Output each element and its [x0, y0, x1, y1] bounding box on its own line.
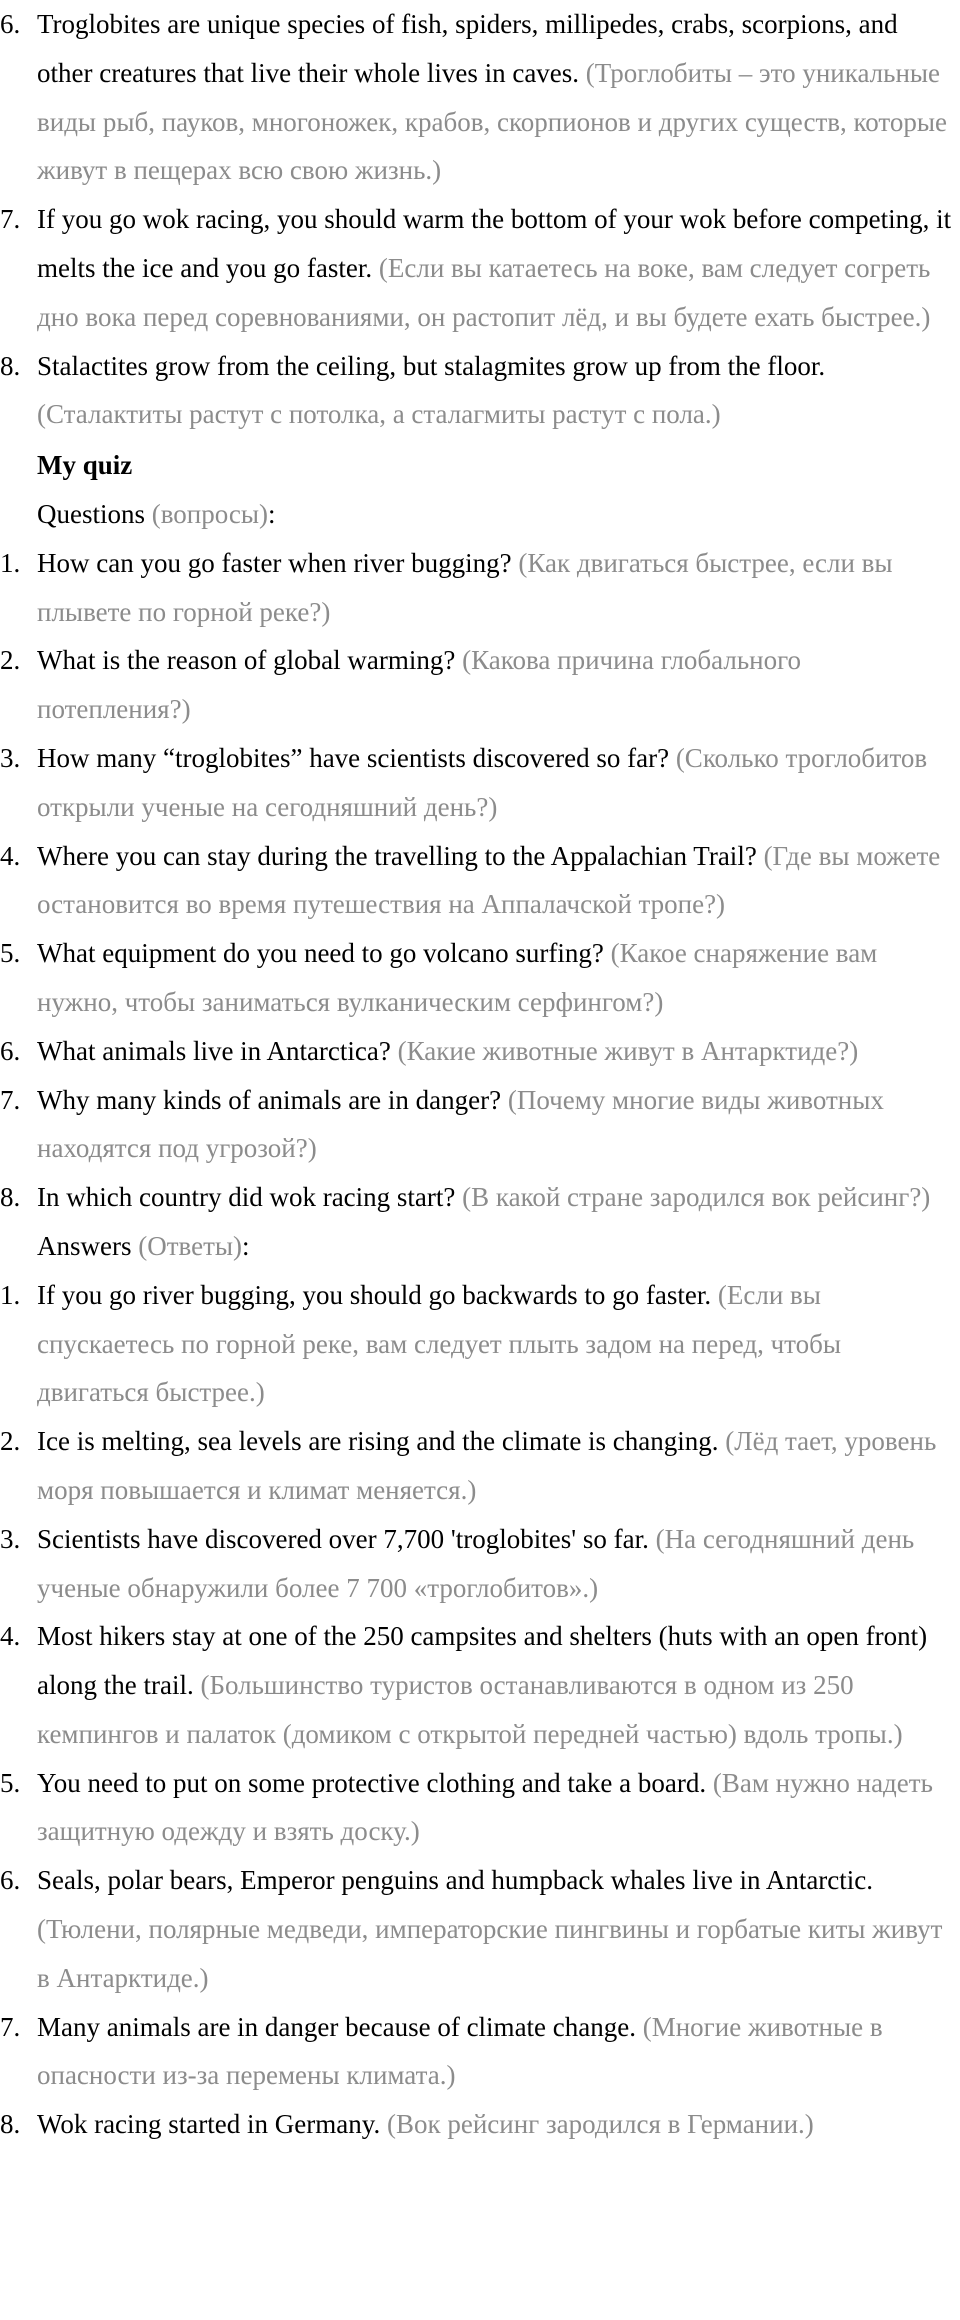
item-number: 7. [0, 1084, 21, 1115]
questions-label-en: Questions [37, 498, 145, 529]
item-number: 2. [0, 1426, 21, 1457]
answer-text-en: Scientists have discovered over 7,700 'troglobites' so far. [37, 1523, 649, 1554]
question-text-ru: (Почему многие виды животных находятся под угрозой?) [37, 1084, 884, 1164]
question-text-en: How can you go faster when river bugging? [37, 547, 512, 578]
answer-item [0, 1515, 952, 1613]
quiz-heading: My quiz [37, 450, 133, 481]
answer-text-ru: (Большинство туристов останавливаются в одном из 250 кемпингов и палаток (домиком с открытой передней частью) вдоль тропы.) [37, 1670, 903, 1749]
item-number: 6. [0, 1035, 21, 1066]
answer-item [0, 1612, 952, 1758]
answer-text-ru: (Вок рейсинг зародился в Германии.) [386, 2109, 814, 2140]
facts-list [0, 0, 952, 439]
answer-text-en: Most hikers stay at one of the 250 campsites and shelters (huts with an open front) along the trail. [37, 1621, 928, 1701]
answer-text-en: You need to put on some protective clothing and take a board. [37, 1767, 707, 1798]
question-text-en: How many “troglobites” have scientists discovered so far? [37, 742, 670, 773]
answer-item [0, 2100, 952, 2149]
answer-text-ru: (Тюлени, полярные медведи, императорские пингвины и горбатые киты живут в Антарктиде.) [37, 1914, 943, 1993]
item-number: 7. [0, 204, 21, 235]
answer-item [0, 2003, 952, 2101]
fact-text-en: Troglobites are unique species of fish, spiders, millipedes, crabs, scorpions, and other creatures that live their whole lives in caves. [37, 9, 898, 88]
question-item [0, 539, 952, 637]
answers-list [0, 1271, 952, 2149]
item-number: 6. [0, 9, 21, 39]
answer-item [0, 1759, 952, 1857]
answer-text-en: If you go river bugging, you should go backwards to go faster. [37, 1279, 712, 1310]
question-text-ru: (Сколько троглобитов открыли ученые на сегодняшний день?) [37, 742, 928, 822]
question-text-en: In which country did wok racing start? [37, 1182, 456, 1213]
questions-label-ru: (вопросы) [151, 498, 269, 529]
answer-text-ru: (Вам нужно надеть защитную одежду и взять доску.) [37, 1767, 933, 1847]
fact-item [0, 195, 952, 341]
answer-item [0, 1271, 952, 1417]
answer-text-ru: (Если вы спускаетесь по горной реке, вам следует плыть задом на перед, чтобы двигаться быстрее.) [37, 1279, 841, 1408]
fact-text-en: If you go wok racing, you should warm the bottom of your wok before competing, it melts the ice and you go faster. [37, 204, 952, 283]
fact-text-ru: (Троглобиты – это уникальные виды рыб, пауков, многоножек, крабов, скорпионов и других существ, которые живут в пещерах всю свою жизнь.) [37, 57, 947, 186]
item-number: 1. [0, 1279, 21, 1310]
question-text-en: What equipment do you need to go volcano surfing? [37, 938, 604, 969]
item-number: 5. [0, 938, 21, 969]
answers-label-ru: (Ответы) [138, 1230, 243, 1261]
question-text-ru: (Как двигаться быстрее, если вы плывете по горной реке?) [37, 547, 893, 627]
answers-label-suffix: : [242, 1230, 250, 1261]
question-text-ru: (Какие животные живут в Антарктиде?) [397, 1035, 859, 1066]
question-text-ru: (Какое снаряжение вам нужно, чтобы заниматься вулканическим серфингом?) [37, 938, 878, 1017]
question-text-en: What animals live in Antarctica? [37, 1035, 391, 1066]
fact-item [0, 342, 952, 440]
answer-text-ru: (На сегодняшний день ученые обнаружили более 7 700 «троглобитов».) [37, 1523, 915, 1603]
question-item [0, 929, 952, 1027]
item-number: 8. [0, 350, 21, 381]
questions-label [0, 490, 952, 539]
questions-label-suffix: : [268, 498, 276, 529]
question-text-ru: (Где вы можете остановится во время путешествия на Аппалачской тропе?) [37, 840, 941, 920]
item-number: 5. [0, 1767, 21, 1798]
item-number: 6. [0, 1865, 21, 1896]
answer-item [0, 1417, 952, 1515]
question-text-ru: (В какой стране зародился вок рейсинг?) [462, 1182, 931, 1213]
item-number: 3. [0, 742, 21, 773]
item-number: 2. [0, 645, 21, 676]
answer-text-ru: (Многие животные в опасности из-за перемены климата.) [37, 2011, 883, 2091]
answer-item [0, 1856, 952, 2002]
answer-text-en: Wok racing started in Germany. [37, 2109, 381, 2140]
question-item [0, 1027, 952, 1076]
item-number: 3. [0, 1523, 21, 1554]
item-number: 8. [0, 2109, 21, 2140]
fact-text-ru: (Если вы катаетесь на воке, вам следует согреть дно вока перед соревнованиями, он растопит лёд, и вы будете ехать быстрее.) [37, 252, 931, 332]
questions-list [0, 539, 952, 1222]
question-item [0, 1173, 952, 1222]
question-item [0, 636, 952, 734]
question-item [0, 734, 952, 832]
fact-text-en: Stalactites grow from the ceiling, but stalagmites grow up from the floor. [37, 350, 826, 381]
item-number: 4. [0, 1621, 21, 1652]
answer-text-en: Seals, polar bears, Emperor penguins and humpback whales live in Antarctic. [37, 1865, 874, 1896]
question-text-en: Why many kinds of animals are in danger? [37, 1084, 502, 1115]
answer-text-ru: (Лёд тает, уровень моря повышается и климат меняется.) [37, 1426, 937, 1505]
answer-text-en: Many animals are in danger because of climate change. [37, 2011, 636, 2042]
answer-text-en: Ice is melting, sea levels are rising and the climate is changing. [37, 1426, 719, 1457]
question-text-ru: (Какова причина глобального потепления?) [37, 645, 802, 725]
question-item [0, 832, 952, 930]
item-number: 7. [0, 2011, 21, 2042]
item-number: 4. [0, 840, 21, 871]
item-number: 8. [0, 1182, 21, 1213]
question-text-en: Where you can stay during the travelling to the Appalachian Trail? [37, 840, 757, 871]
question-text-en: What is the reason of global warming? [37, 645, 456, 676]
question-item [0, 1076, 952, 1174]
fact-text-ru: (Сталактиты растут с потолка, а сталагмиты растут с пола.) [37, 399, 721, 430]
answers-label [0, 1222, 952, 1271]
answers-label-en: Answers [37, 1230, 132, 1261]
item-number: 1. [0, 547, 21, 578]
fact-item [0, 0, 952, 195]
